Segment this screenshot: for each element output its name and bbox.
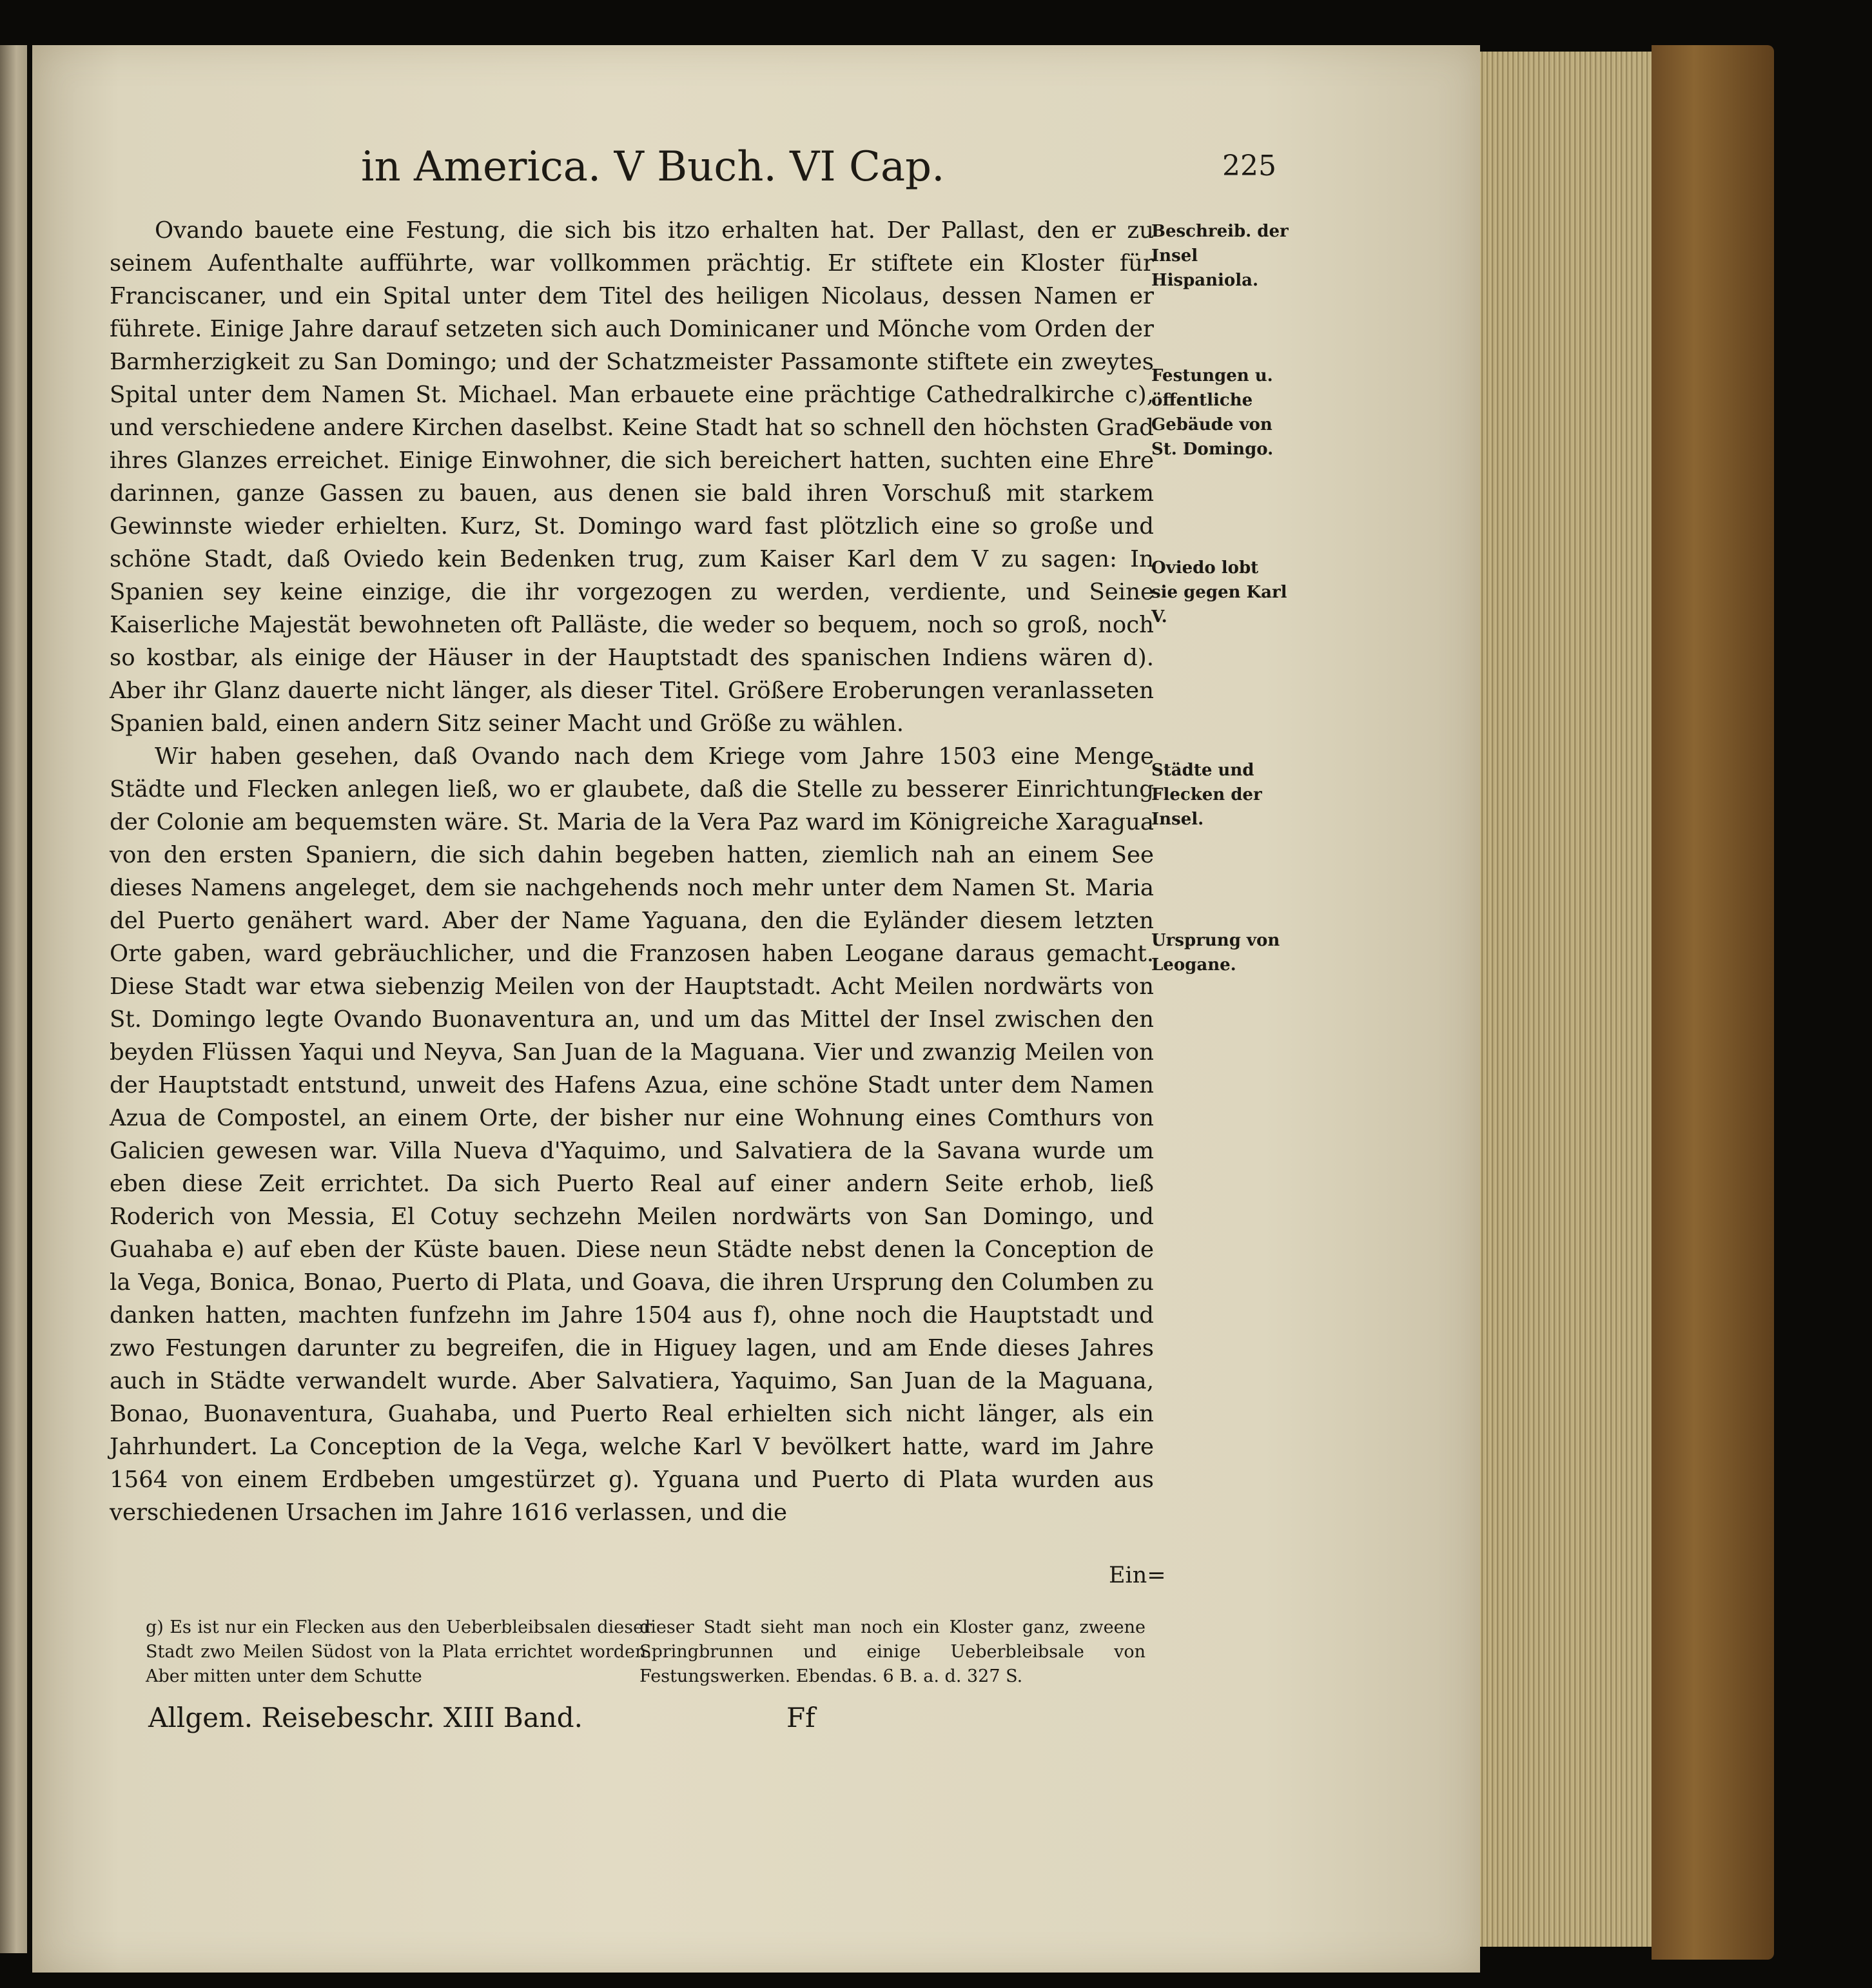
main-text <box>110 214 1154 1529</box>
running-title: in America. V Buch. VI Cap. <box>361 143 945 191</box>
paragraph: Wir haben gesehen, daß Ovando nach dem Kriege vom Jahre 1503 eine Menge Städte und Flecken anlegen ließ, wo er glaubete, daß die Stelle zu besserer Einrichtung der Colonie am bequemsten wäre. St. Maria de la Vera Paz ward im Königreiche Xaragua von den ersten Spaniern, die sich dahin begeben hatten, ziemlich nah an einem See dieses Namens angeleget, dem sie nachgehends noch mehr unter dem Namen St. Maria del Puerto genähert ward. Aber der Name Yaguana, den die Eyländer diesem letzten Orte gaben, ward gebräuchlicher, und die Franzosen haben Leogane daraus gemacht. Diese Stadt war etwa siebenzig Meilen von der Hauptstadt. Acht Meilen nordwärts von St. Domingo legte Ovando Buonaventura an, und um das Mittel der Insel zwischen den beyden Flüssen Yaqui und Neyva, San Juan de la Maguana. Vier und zwanzig Meilen von der Hauptstadt entstund, unweit des Hafens Azua, eine schöne Stadt unter dem Namen Azua de Compostel, an einem Orte, der bisher nur eine Wohnung eines Comthurs von Galicien gewesen war. Villa Nueva d'Yaquimo, und Salvatiera de la Savana wurde um eben diese Zeit errichtet. Da sich Puerto Real auf einer andern Seite erhob, ließ Roderich von Messia, El Cotuy sechzehn Meilen nordwärts von San Domingo, und Guahaba e) auf eben der Küste bauen. Diese neun Städte nebst denen la Conception de la Vega, Bonica, Bonao, Puerto di Plata, und Goava, die ihren Ursprung den Columben zu danken hatten, machten funfzehn im Jahre 1504 aus f), ohne noch die Hauptstadt und zwo Festungen darunter zu begreifen, die in Higuey lagen, und am Ende dieses Jahres auch in Städte verwandelt wurde. Aber Salvatiera, Yaquimo, San Juan de la Maguana, Bonao, Buonaventura, Guahaba, und Puerto Real erhielten sich nicht länger, als ein Jahrhundert. La Conception de la Vega, welche Karl V bevölkert hatte, ward im Jahre 1564 von einem Erdbeben umgestürzet g). Yguana und Puerto di Plata wurden aus verschiedenen Ursachen im Jahre 1616 verlassen, und die <box>110 743 1154 1526</box>
footnotes <box>110 1615 1154 1706</box>
margin-note: Städte und Flecken der Insel. <box>1151 761 1262 829</box>
margin-note: Oviedo lobt sie gegen Karl V. <box>1151 558 1287 627</box>
series-title: Allgem. Reisebeschr. XIII Band. <box>148 1702 583 1733</box>
footnote-left: g) Es ist nur ein Flecken aus den Ueberbleibsalen dieser Stadt zwo Meilen Südost von la Plata errichtet worden. Aber mitten unter dem Schutte <box>146 1617 652 1686</box>
book-cover <box>1652 45 1774 1960</box>
margin-note: Ursprung von Leogane. <box>1151 931 1280 975</box>
page-header <box>361 143 1276 195</box>
page-number: 225 <box>1222 150 1276 182</box>
signature-line <box>148 1702 1115 1740</box>
printer-signature: Ff <box>786 1702 815 1733</box>
paragraph: Ovando bauete eine Festung, die sich bis itzo erhalten hat. Der Pallast, den er zu seinem Aufenthalte aufführte, war vollkommen prächtig. Er stiftete ein Kloster für Franciscaner, und ein Spital unter dem Titel des heiligen Nicolaus, dessen Namen er führete. Einige Jahre darauf setzeten sich auch Dominicaner und Mönche vom Orden der Barmherzigkeit zu San Domingo; und der Schatzmeister Passamonte stiftete ein zweytes Spital unter dem Namen St. Michael. Man erbauete eine prächtige Cathedralkirche c), und verschiedene andere Kirchen daselbst. Keine Stadt hat so schnell den höchsten Grad ihres Glanzes erreichet. Einige Einwohner, die sich bereichert hatten, suchten eine Ehre darinnen, ganze Gassen zu bauen, aus denen sie bald ihren Vorschuß mit starkem Gewinnste wieder erhielten. Kurz, St. Domingo ward fast plötzlich eine so große und schöne Stadt, daß Oviedo kein Bedenken trug, zum Kaiser Karl dem V zu sagen: In Spanien sey keine einzige, die ihr vorgezogen zu werden, verdiente, und Seine Kaiserliche Majestät bewohneten oft Palläste, die weder so bequem, noch so groß, noch so kostbar, als einige der Häuser in der Hauptstadt des spanischen Indiens wären d). Aber ihr Glanz dauerte nicht länger, als dieser Titel. Größere Eroberungen veranlasseten Spanien bald, einen andern Sitz seiner Macht und Größe zu wählen. <box>110 217 1154 737</box>
facing-page-edge <box>0 45 27 1953</box>
margin-note: Festungen u. öffentliche Gebäude von St. Domingo. <box>1151 366 1274 459</box>
catchword: Ein= <box>1109 1563 1166 1588</box>
book-fore-edge <box>1458 52 1652 1947</box>
footnote-right: dieser Stadt sieht man noch ein Kloster ganz, zweene Springbrunnen und einige Ueberbleibsale von Festungswerken. Ebendas. 6 B. a. d. 327 S. <box>639 1617 1146 1686</box>
margin-note: Beschreib. der Insel Hispaniola. <box>1151 222 1289 290</box>
